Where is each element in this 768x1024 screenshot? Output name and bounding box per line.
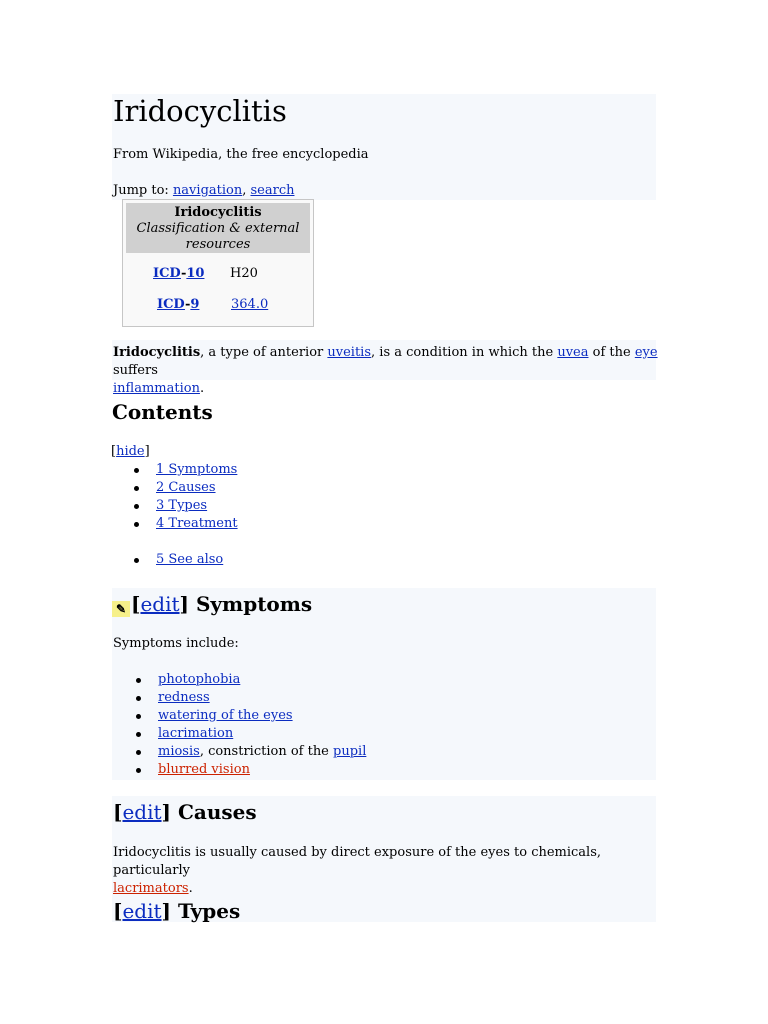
toc-link-causes[interactable]: 2 Causes [156, 480, 216, 495]
causes-heading-row [113, 800, 257, 824]
jump-separator: , [242, 183, 251, 198]
jump-search-link[interactable]: search [250, 183, 295, 198]
bracket: [ [113, 800, 123, 824]
icd-link[interactable]: ICD [153, 266, 181, 281]
icd-link[interactable]: ICD [157, 297, 185, 312]
list-item [136, 725, 366, 743]
list-item [136, 707, 366, 725]
blurred-vision-link[interactable]: blurred vision [158, 762, 250, 777]
edit-types-link[interactable]: edit [122, 899, 162, 923]
infobox-value-icd10: H20 [230, 266, 258, 281]
infobox-value-icd9-cell [231, 297, 268, 312]
watering-link[interactable]: watering of the eyes [158, 708, 293, 723]
icd-9-code-link[interactable]: 364.0 [231, 297, 269, 312]
toc-list [134, 461, 238, 569]
bracket: ] [144, 444, 150, 459]
list-item [136, 761, 366, 779]
toc-link-treatment[interactable]: 4 Treatment [156, 516, 238, 531]
toc-item [134, 479, 238, 497]
toc-link-types[interactable]: 3 Types [156, 498, 208, 513]
jump-to-label: Jump to: [113, 183, 173, 198]
toc-toggle [111, 443, 150, 461]
bracket: [ [131, 592, 141, 616]
photophobia-link[interactable]: photophobia [158, 672, 241, 687]
intro-paragraph [113, 344, 658, 398]
redness-link[interactable]: redness [158, 690, 210, 705]
dash: - [184, 297, 191, 312]
infobox-header [126, 203, 310, 253]
pupil-link[interactable]: pupil [333, 744, 367, 759]
lacrimation-link[interactable]: lacrimation [158, 726, 234, 741]
eye-link[interactable]: eye [634, 345, 658, 360]
list-item [136, 743, 366, 761]
toc-link-see-also[interactable]: 5 See also [156, 552, 224, 567]
intro-text: . [199, 381, 205, 396]
toc-hide-link[interactable]: hide [116, 444, 145, 459]
list-item [136, 671, 366, 689]
symptoms-heading-row [112, 592, 312, 617]
jump-navigation-link[interactable]: navigation [172, 183, 243, 198]
intro-bold-term: Iridocyclitis [113, 345, 201, 360]
uvea-link[interactable]: uvea [557, 345, 589, 360]
infobox-row-icd10 [153, 266, 204, 281]
intro-text: of the [588, 345, 635, 360]
causes-heading: Causes [177, 800, 257, 824]
toc-link-symptoms[interactable]: 1 Symptoms [156, 462, 238, 477]
bracket: ] [161, 899, 178, 923]
dash: - [180, 266, 187, 281]
edit-symptoms-link[interactable]: edit [140, 592, 180, 616]
icd-10-link[interactable]: 10 [186, 266, 205, 281]
infobox [122, 199, 314, 327]
infobox-title: Iridocyclitis [174, 205, 262, 220]
page-title: Iridocyclitis [113, 94, 287, 128]
types-heading-row [113, 899, 240, 923]
intro-text: , is a condition in which the [371, 345, 558, 360]
infobox-row-icd9 [157, 297, 199, 312]
inflammation-link[interactable]: inflammation [113, 381, 200, 396]
miosis-link[interactable]: miosis [158, 744, 200, 759]
uveitis-link[interactable]: uveitis [327, 345, 372, 360]
intro-text: suffers [113, 363, 158, 378]
bracket: ] [161, 800, 178, 824]
symptoms-list [136, 671, 366, 779]
bracket: [ [111, 444, 117, 459]
causes-paragraph [113, 844, 658, 898]
toc-item [134, 515, 238, 533]
toc-item [134, 461, 238, 479]
toc-item [134, 551, 238, 569]
toc-item [134, 497, 238, 515]
types-heading: Types [177, 899, 241, 923]
causes-text: Iridocyclitis is usually caused by direct exposure of the eyes to chemicals, particularly [113, 845, 602, 878]
symptoms-intro: Symptoms include: [113, 636, 239, 651]
miosis-text: , constriction of the [199, 744, 334, 759]
symptoms-heading: Symptoms [195, 592, 313, 616]
edit-causes-link[interactable]: edit [122, 800, 162, 824]
causes-end: . [188, 881, 193, 896]
bracket: ] [179, 592, 196, 616]
lacrimators-link[interactable]: lacrimators [113, 881, 189, 896]
jump-links [113, 182, 294, 200]
bracket: [ [113, 899, 123, 923]
intro-text: , a type of anterior [200, 345, 328, 360]
pencil-icon: ✎ [112, 601, 130, 617]
infobox-subtitle: Classification & external resources [136, 221, 300, 252]
list-item [136, 689, 366, 707]
toc-heading: Contents [112, 400, 213, 424]
tagline: From Wikipedia, the free encyclopedia [113, 147, 369, 162]
icd-9-link[interactable]: 9 [190, 297, 200, 312]
